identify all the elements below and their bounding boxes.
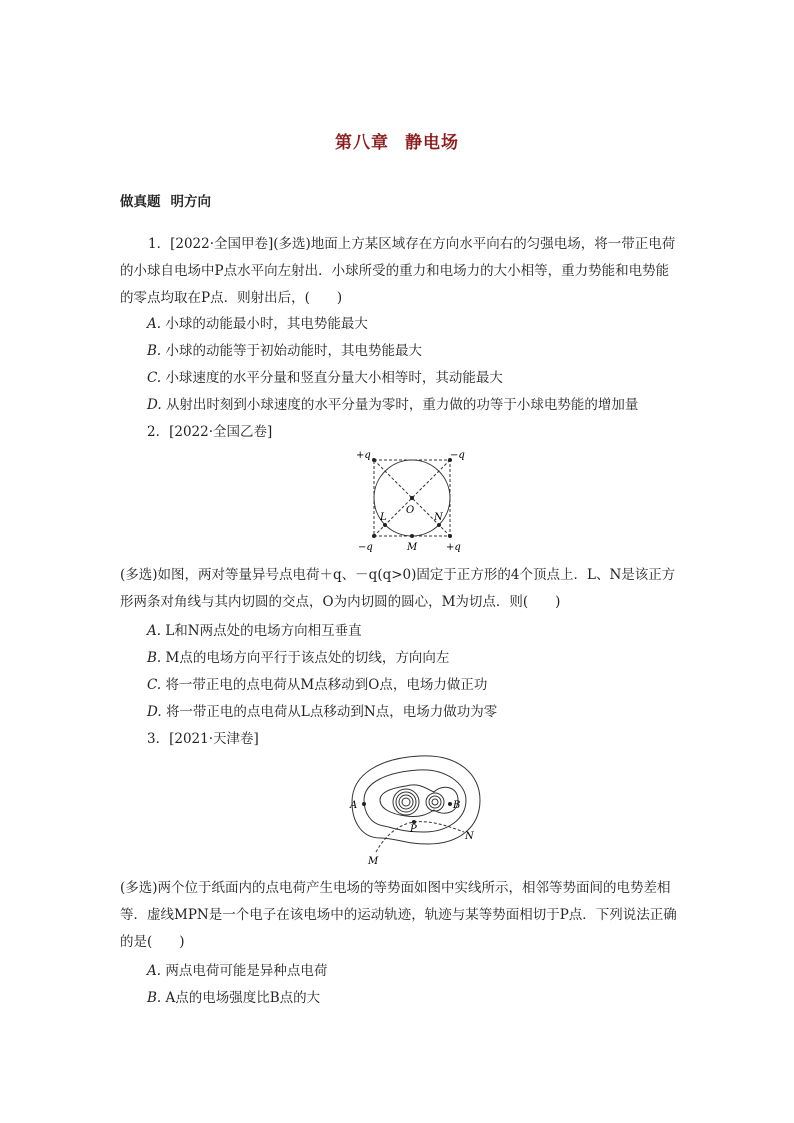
label-o: O	[406, 505, 415, 516]
label-bottom-left: −q	[358, 542, 373, 553]
question-2-stem: (多选)如图，两对等量异号点电荷＋q、－q(q>0)固定于正方形的4个顶点上．L、N是该正方形两条对角线与其内切圆的交点，O为内切圆的圆心，M为切点．则( )	[120, 567, 676, 610]
question-2-option-c: C. 将一带正电的点电荷从M点移动到O点，电场力做正功	[147, 677, 488, 693]
question-3-figure	[340, 752, 490, 868]
question-3-source: 3．[2021·天津卷]	[147, 731, 259, 747]
label-l: L	[380, 512, 387, 523]
equipotential-right-2	[429, 796, 441, 808]
point-a-dot	[362, 802, 366, 806]
question-1-option-d: D. 从射出时刻到小球速度的水平分量为零时，重力做的功等于小球电势能的增加量	[147, 397, 639, 413]
question-2-option-d: D. 将一带正电的点电荷从L点移动到N点，电场力做功为零	[147, 704, 498, 720]
section-heading-part2: 明方向	[170, 194, 211, 210]
point-o-dot	[410, 496, 414, 500]
point-b-dot	[448, 802, 452, 806]
label-bottom-right: +q	[446, 542, 461, 553]
label-a: A	[350, 800, 358, 811]
chapter-name: 静电场	[405, 133, 459, 153]
point-m-dot	[410, 534, 414, 538]
question-2-option-a: A. L和N两点处的电场方向相互垂直	[147, 623, 362, 639]
question-1-option-b: B. 小球的动能等于初始动能时，其电势能最大	[147, 343, 423, 359]
question-2-figure	[350, 446, 470, 558]
label-m: M	[368, 856, 379, 867]
section-heading-part1: 做真题	[120, 194, 161, 210]
label-m: M	[407, 542, 418, 553]
question-3-option-b: B. A点的电场强度比B点的大	[147, 990, 321, 1006]
question-3-stem: (多选)两个位于纸面内的点电荷产生电场的等势面如图中实线所示，相邻等势面间的电势差相等．虚线MPN是一个电子在该电场中的运动轨迹，轨迹与某等势面相切于P点．下列说法正确的是( )	[120, 880, 677, 950]
section-heading	[120, 190, 211, 210]
equipotential-right-3	[432, 799, 438, 805]
chapter-number: 第八章	[335, 133, 389, 153]
question-1-stem: 1．[2022·全国甲卷](多选)地面上方某区域存在方向水平向右的匀强电场，将一带正电荷的小球自电场中P点水平向左射出．小球所受的重力和电场力的大小相等，重力势能和电势能的零点均取在P点．则射出后，( )	[120, 236, 676, 306]
question-1-option-a: A. 小球的动能最小时，其电势能最大	[147, 316, 368, 332]
question-1-option-c: C. 小球速度的水平分量和竖直分量大小相等时，其动能最大	[147, 370, 503, 386]
point-l-dot	[383, 523, 387, 527]
chapter-title	[0, 128, 794, 153]
point-n-dot	[437, 523, 441, 527]
label-top-left: +q	[356, 450, 371, 461]
trajectory-mpn	[376, 822, 464, 852]
label-top-right: −q	[450, 450, 465, 461]
question-3-option-a: A. 两点电荷可能是异种点电荷	[147, 963, 328, 979]
label-b: B	[453, 800, 461, 811]
equipotential-left-1	[393, 789, 419, 815]
question-2-option-b: B. M点的电场方向平行于该点处的切线，方向向左	[147, 650, 450, 666]
equipotential-left-3	[399, 795, 413, 809]
label-p: P	[410, 824, 417, 835]
label-n: N	[465, 831, 474, 842]
charge-dot	[372, 458, 376, 462]
charge-dot	[372, 534, 376, 538]
charge-dot	[448, 534, 452, 538]
equipotential-left-4	[402, 798, 410, 806]
question-2-source: 2．[2022·全国乙卷]	[147, 424, 273, 440]
label-n: N	[434, 512, 443, 523]
